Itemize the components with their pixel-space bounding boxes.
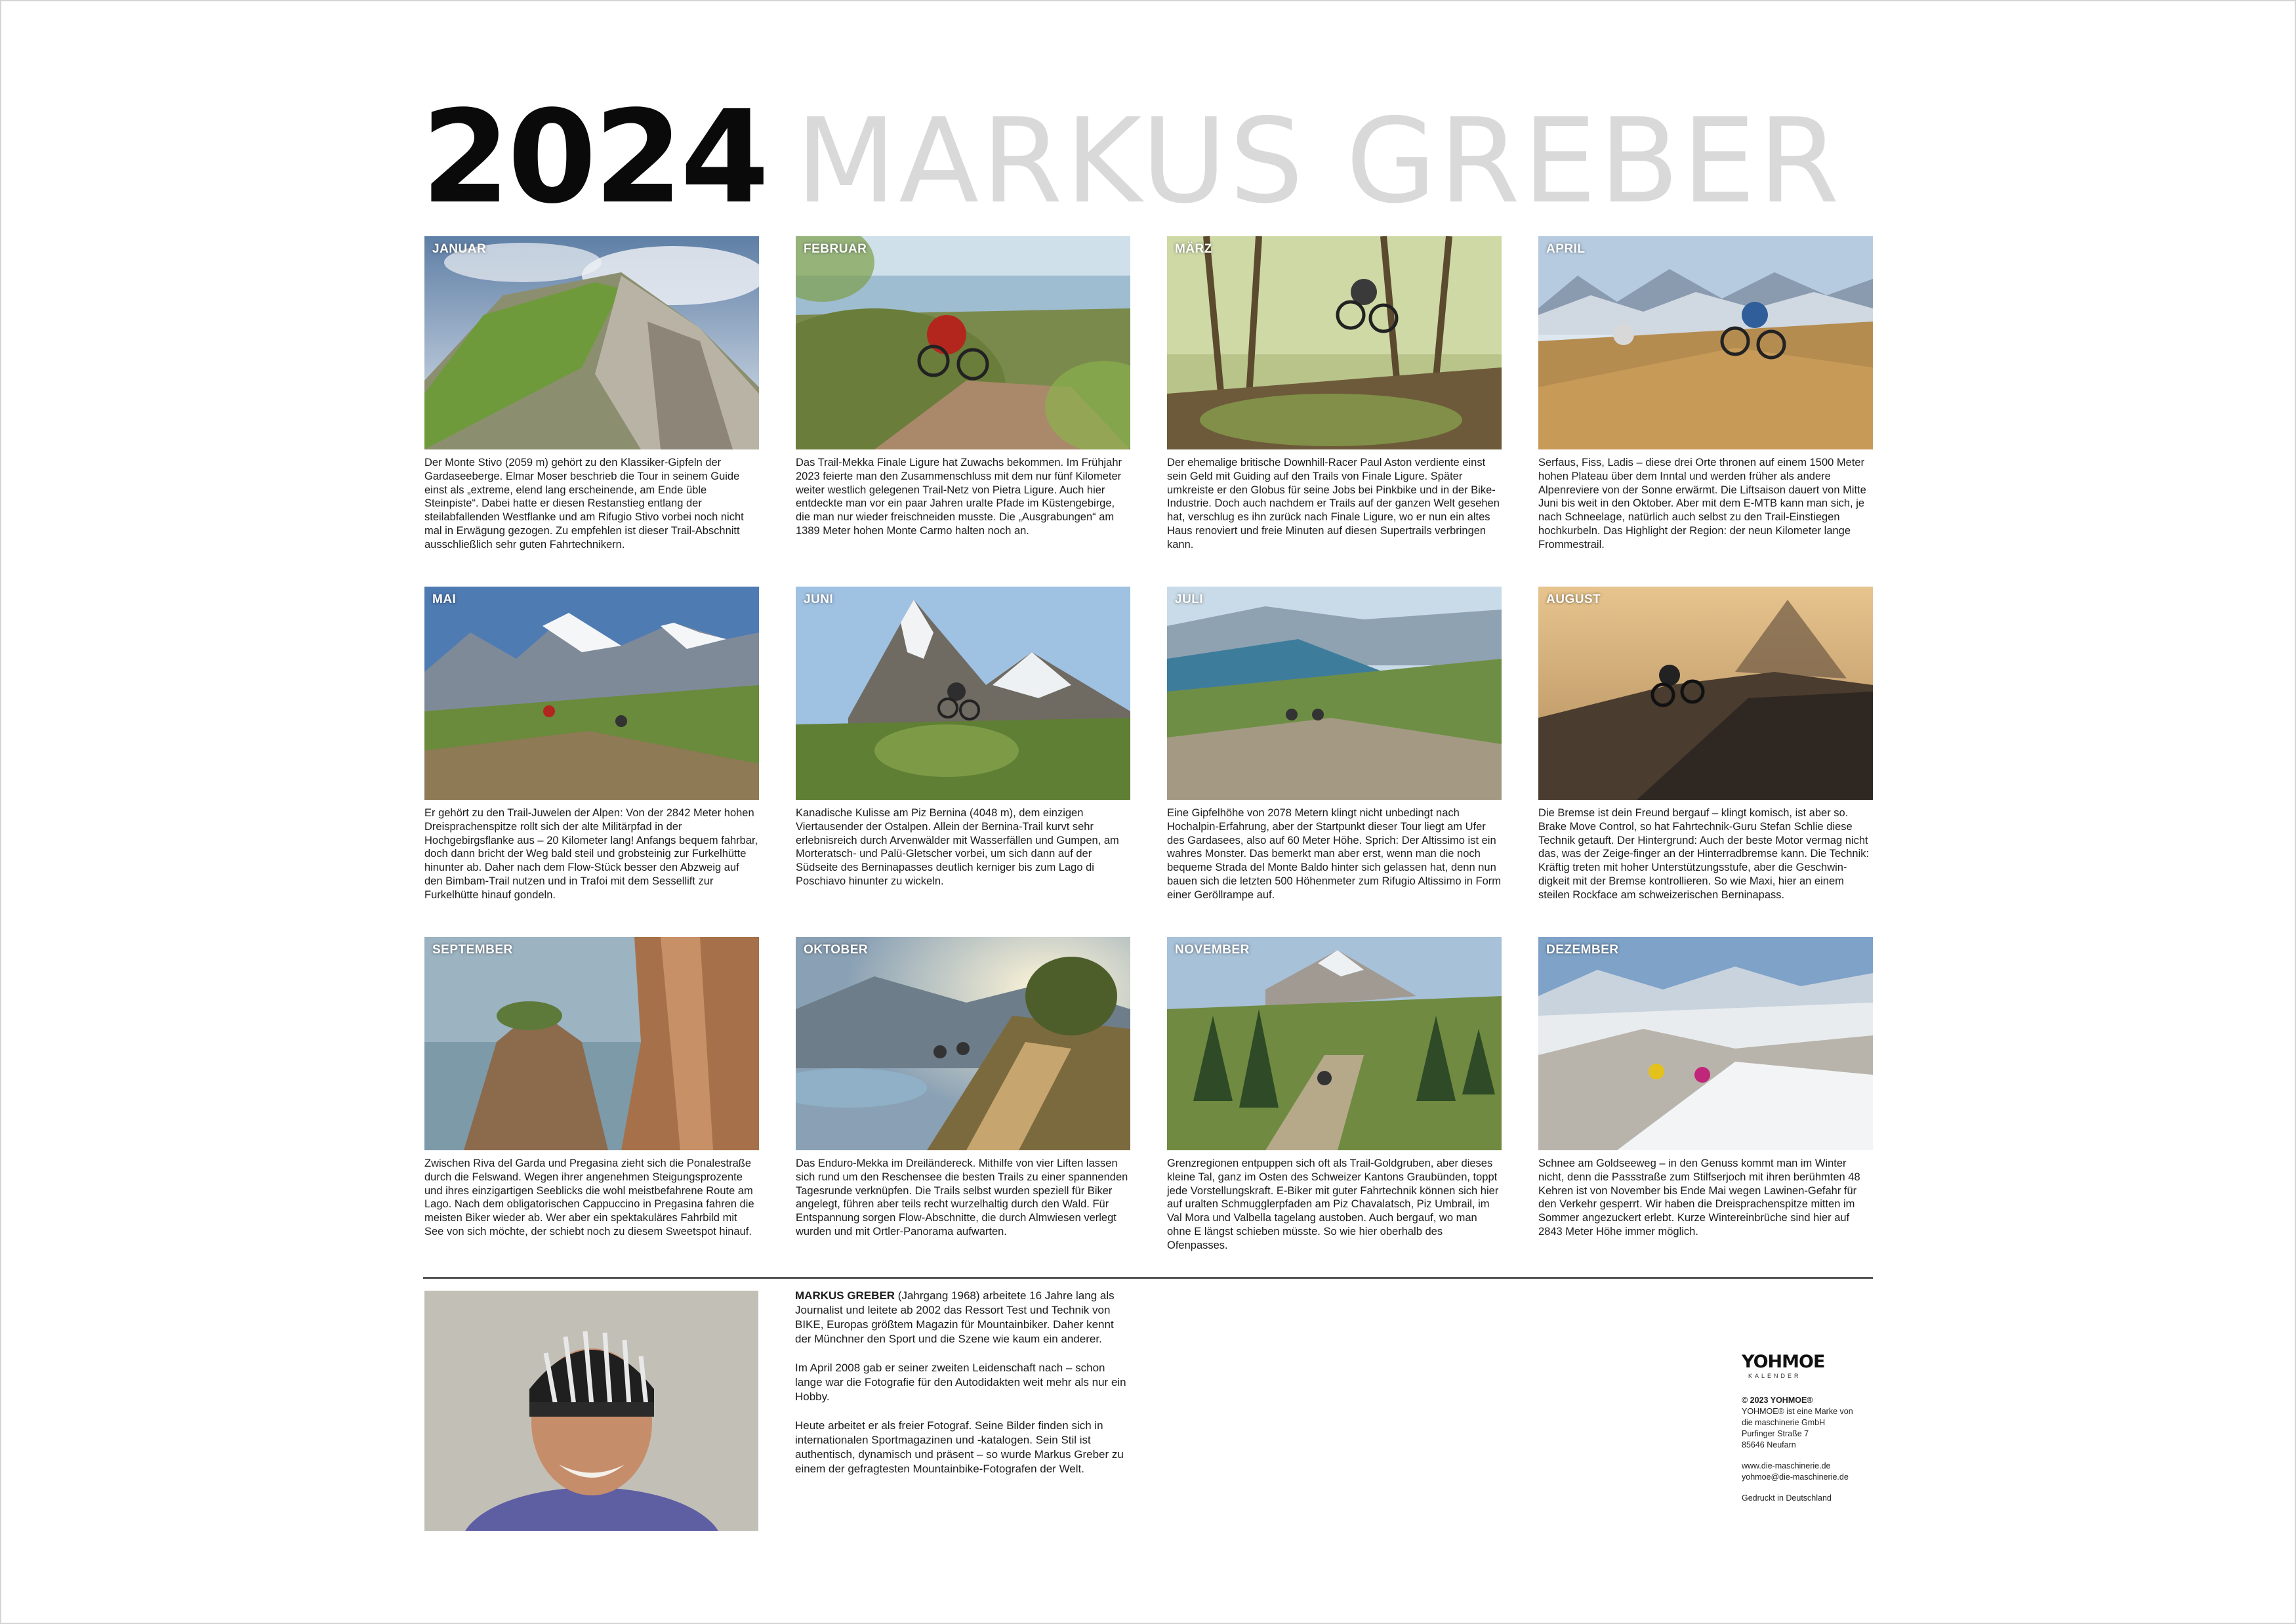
title-photographer-name: MARKUS GREBER [795, 93, 1842, 229]
month-label: FEBRUAR [804, 242, 867, 256]
month-photo [1167, 236, 1502, 449]
month-photo [1538, 937, 1873, 1150]
imprint-line: die maschinerie GmbH [1742, 1418, 1826, 1427]
imprint-line: YOHMOE® ist eine Marke von [1742, 1407, 1853, 1416]
imprint [1742, 1395, 1879, 1504]
month-caption: Kanadische Kulisse am Piz Bernina (4048 m), dem einzigen Viertausender der Ostalpen. Allein der Bernina-Trail kurvt sehr erlebnisreich durch Arvenwälder mit Wasserfällen und Gumpen, am Morteratsch- und Palü-Gletscher vorbei, um sich dann auf der Südseite des Berninapasses deutlich kerniger bis zum Lago di Poschiavo hinunter zu wickeln. [796, 807, 1119, 887]
month-february [796, 236, 1130, 538]
month-photo [1167, 587, 1502, 800]
printed-note: Gedruckt in Deutschland [1742, 1493, 1832, 1503]
month-label: JANUAR [432, 242, 487, 256]
month-label: NOVEMBER [1175, 943, 1250, 957]
publisher-logo [1742, 1353, 1873, 1379]
month-label: JULI [1175, 593, 1204, 606]
month-label: APRIL [1546, 242, 1586, 256]
bio-paragraph: Im April 2008 gab er seiner zweiten Leidenschaft nach – schon lange war die Fotografie für den Autodidakten weit mehr als nur ein Hobby. [795, 1362, 1126, 1403]
month-caption: Der ehemalige britische Downhill-Racer Paul Aston verdiente einst sein Geld mit Guiding auf den Trails von Finale Ligure. Später umkreiste er den Globus für seine Jobs bei Pinkbike und in der Bike-Industrie. Doch auch nachdem er Trails auf der ganzen Welt gesehen hat, verschlug es ihn zurück nach Finale Ligure, wo er nun ein altes Haus renoviert und freie Minuten auf diesen Supertrails verbringen kann. [1167, 457, 1500, 551]
month-caption: Serfaus, Fiss, Ladis – diese drei Orte thronen auf einem 1500 Meter hohen Plateau über dem Inntal und werden früher als andere Alpenreviere von der Sonne erwärmt. Die Liftsaison dauert von Mitte Juni bis weit in den Oktober. Aber mit dem E-MTB kann man sich, je nach Schneelage, natürlich auch selbst zu den Trail-Einstiegen hochkurbeln. Das Highlight der Region: der neun Kilometer lange Frommestrail. [1538, 457, 1866, 551]
title-year: 2024 [421, 83, 767, 232]
month-caption: Er gehört zu den Trail-Juwelen der Alpen: Von der 2842 Meter hohen Dreisprachenspitze rollt sich der alte Militärpfad in der Hochgebirgsflanke aus – 20 Kilometer lang! Anfangs bequem fahrbar, doch dann bricht der Weg bald steil und grobsteinig zur Furkelhütte hinunter ab. Daher nach dem Flow-Stück besser den Abzweig auf den Bimbam-Trail nutzen und in Trafoi mit dem Sessellift zur Furkelhütte hinauf gondeln. [424, 807, 758, 901]
month-label: MAI [432, 593, 457, 606]
photographer-bio [795, 1289, 1131, 1491]
month-caption: Eine Gipfelhöhe von 2078 Metern klingt nicht unbedingt nach Hochalpin-Erfahrung, aber der Startpunkt dieser Tour liegt am Ufer des Gardasees, also auf 60 Meter Höhe. Sprich: Der Altissimo ist ein wahres Monster. Das bemerkt man aber erst, wenn man die noch bequeme Strada del Monte Baldo hinter sich gelassen hat, denn nun bauen sich die letzten 500 Höhenmeter zum Rifugio Altissimo in Form einer Geröllrampe auf. [1167, 807, 1501, 901]
month-january [424, 236, 759, 552]
month-august [1538, 587, 1873, 902]
month-label: SEPTEMBER [432, 943, 513, 957]
month-photo [1538, 587, 1873, 800]
month-photo [1538, 236, 1873, 449]
month-label: DEZEMBER [1546, 943, 1619, 957]
logo-wordmark: YOHMOE [1742, 1352, 1825, 1372]
month-label: AUGUST [1546, 593, 1601, 606]
month-caption: Das Trail-Mekka Finale Ligure hat Zuwachs bekommen. Im Frühjahr 2023 feierte man den Zusammenschluss mit dem nur fünf Kilometer weiter westlich gelegenen Trail-Netz von Pietra Ligure. Auch hier entdeckte man vor ein paar Jahren uralte Pfade im Küstengebirge, die man nur wieder freischneiden musste. Die „Ausgrabungen“ am 1389 Meter hohen Monte Carmo halten noch an. [796, 457, 1122, 537]
month-caption: Zwischen Riva del Garda und Pregasina zieht sich die Ponalestraße durch die Felswand. Wegen ihrer angenehmen Steigungsprozente und ihres einzigartigen Seeblicks die wohl meistbefahrene Route am Lago. Nach dem obligatorischen Cappuccino in Pregasina fahren die meisten Biker wieder ab. Wer aber ein spektakuläres Fahrbild mit See von sich möchte, der schiebt noch zu diesem Sweetspot hinauf. [424, 1157, 754, 1238]
month-september [424, 937, 759, 1239]
month-caption: Grenzregionen entpuppen sich oft als Trail-Goldgruben, aber dieses kleine Tal, ganz im Osten des Schweizer Kantons Graubünden, toppt jede Vorstellungskraft. E-Biker mit guter Fahrtechnik können sich hier auf uralten Schmugglerpfaden am Piz Chavalatsch, Piz Umbrail, im Val Mora und Valbella tagelang austoben. Auch bergauf, wo man ohne E längst schieben müsste. So wie hier oberhalb des Ofenpasses. [1167, 1157, 1499, 1251]
month-april [1538, 236, 1873, 552]
bio-name: MARKUS GREBER [795, 1289, 895, 1302]
month-caption: Die Bremse ist dein Freund bergauf – klingt komisch, ist aber so. Brake Move Control, so hat Fahrtechnik-Guru Stefan Schlie diese Technik getauft. Der Hintergrund: Auch der beste Motor vermag nicht das, was der Zeige-finger an der Hinterradbremse kann. Die Technik: Kräftig treten mit hoher Unterstützungsstufe, aber die Geschwin-digkeit mit der Bremse kontrollieren. So wie Maxi, hier an einem steilen Rockface am schweizerischen Berninapass. [1538, 807, 1870, 901]
copyright-line: © 2023 YOHMOE® [1742, 1396, 1813, 1405]
month-december [1538, 937, 1873, 1239]
month-label: OKTOBER [804, 943, 869, 957]
month-june [796, 587, 1130, 888]
month-caption: Schnee am Goldseeweg – in den Genuss kommt man im Winter nicht, denn die Passstraße zum Stilfserjoch mit ihren berühmten 48 Kehren ist von November bis Ende Mai wegen Lawinen-Gefahr für den Verkehr gesperrt. Wir haben die Dreisprachenspitze mitten im Sommer angezuckert erlebt. Kurze Wintereinbrüche sind hier auf 2843 Meter Höhe immer möglich. [1538, 1157, 1860, 1238]
month-march [1167, 236, 1502, 552]
bio-paragraph: Heute arbeitet er als freier Fotograf. Seine Bilder finden sich in internationalen Sportmagazinen und -katalogen. Sein Stil ist authentisch, dynamisch und präsent – so wurde Markus Greber zu einem der gefragtesten Mountainbike-Fotografen der Welt. [795, 1419, 1124, 1475]
bio-text: (Jahrgang 1968) arbeitete 16 Jahre lang als Journalist und leitete ab 2002 das Ressort Test und Technik von BIKE, Europas größtem Magazin für Mountainbiker. Daher kennt der Münchner den Sport und die Szene wie kaum ein anderer. [795, 1289, 1115, 1345]
month-november [1167, 937, 1502, 1253]
logo-subtitle: KALENDER [1748, 1373, 1801, 1379]
imprint-line: Purfinger Straße 7 [1742, 1429, 1809, 1438]
month-label: JUNI [804, 593, 834, 606]
photographer-portrait [424, 1291, 758, 1531]
month-photo [424, 587, 759, 800]
imprint-line: 85646 Neufarn [1742, 1440, 1796, 1449]
email-link[interactable]: yohmoe@die-maschinerie.de [1742, 1472, 1849, 1482]
month-photo [796, 587, 1130, 800]
month-photo [796, 236, 1130, 449]
month-photo [1167, 937, 1502, 1150]
month-photo [424, 236, 759, 449]
section-divider [423, 1277, 1873, 1279]
month-photo [796, 937, 1130, 1150]
month-caption: Das Enduro-Mekka im Dreiländereck. Mithilfe von vier Liften lassen sich rund um den Reschensee die besten Trails zu einer spannenden Tagesrunde verknüpfen. Die Trails selbst wurden speziell für Biker angelegt, führen aber teils recht wurzelhaltig durch den Wald. Für Entspannung sorgen Flow-Abschnitte, die durch Almwiesen verlegt wurden und mit Ortler-Panorama aufwarten. [796, 1157, 1128, 1238]
month-october [796, 937, 1130, 1239]
month-july [1167, 587, 1502, 902]
page-title [421, 83, 1842, 232]
month-caption: Der Monte Stivo (2059 m) gehört zu den Klassiker-Gipfeln der Gardaseeberge. Elmar Moser beschrieb die Tour in seinem Guide einst als „extreme, elend lang erscheinende, am Ende üble Steinpiste“. Dabei hatte er diesen Restanstieg entlang der steilabfallenden Westflanke und am Rifugio Stivo vorbei noch nicht mal in Erwägung gezogen. Zu empfehlen ist dieser Trail-Abschnitt ausschließlich sehr guten Fahrtechnikern. [424, 457, 744, 551]
website-link[interactable]: www.die-maschinerie.de [1742, 1461, 1831, 1470]
bio-paragraph [795, 1289, 1131, 1346]
month-label: MÄRZ [1175, 242, 1212, 256]
month-photo [424, 937, 759, 1150]
month-may [424, 587, 759, 902]
